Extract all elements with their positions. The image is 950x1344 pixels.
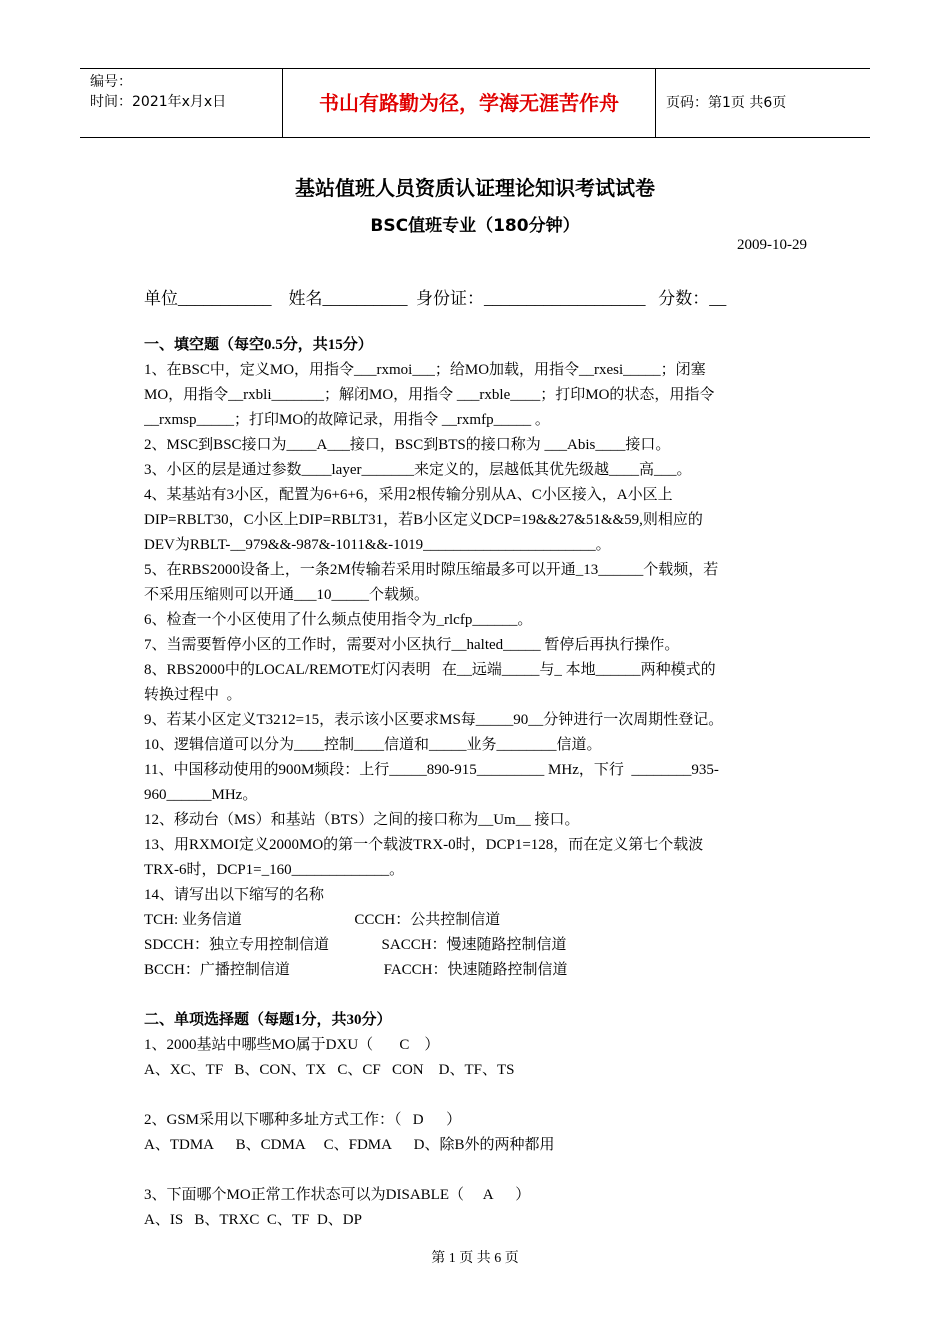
text-line: 不采用压缩则可以开通___10_____个载频。 <box>144 587 430 603</box>
text-line: __rxmsp_____；打印MO的故障记录，用指令 __rxmfp_____ 。 <box>144 412 550 428</box>
text-line: 2、MSC到BSC接口为____A___接口，BSC到BTS的接口称为 ___Abis____接口。 <box>144 437 671 453</box>
text-line: 5、在RBS2000设备上，一条2M传输若采用时隙压缩最多可以开通_13______个载频，若 <box>144 562 719 578</box>
page-footer: 第 1 页 共 6 页 <box>431 1251 519 1266</box>
document-time-label: 时间：2021年x月x日 <box>90 94 227 110</box>
text-line: 960______MHz。 <box>144 787 258 803</box>
page-header <box>80 68 870 138</box>
text-line: TRX-6时，DCP1=_160_____________。 <box>144 862 405 878</box>
text-line: 13、用RXMOI定义2000MO的第一个载波TRX-0时，DCP1=128，而在定义第七个载波 <box>144 837 704 853</box>
blank-line <box>144 983 806 1008</box>
header-motto: 书山有路勤为径，学海无涯苦作舟 <box>319 91 619 115</box>
exam-title: 基站值班人员资质认证理论知识考试试卷 <box>295 176 655 200</box>
exam-body <box>144 333 806 1233</box>
text-line: 转换过程中 。 <box>144 687 242 703</box>
document-number-label: 编号： <box>90 74 132 90</box>
text-line: DIP=RBLT30，C小区上DIP=RBLT31，若B小区定义DCP=19&&27&51&&59,则相应的 <box>144 512 703 528</box>
text-line: BCCH：广播控制信道 FACCH：快速随路控制信道 <box>144 962 568 978</box>
exam-date: 2009-10-29 <box>737 237 807 253</box>
text-line: 1、2000基站中哪些MO属于DXU（ C ） <box>144 1037 440 1053</box>
text-line: MO，用指令__rxbli_______；解闭MO，用指令 ___rxble____；打印MO的状态，用指令 <box>144 387 715 403</box>
text-line: DEV为RBLT-__979&&-987&-1011&&-1019_______________________。 <box>144 537 611 553</box>
text-line: 8、RBS2000中的LOCAL/REMOTE灯闪表明 在__远端_____与_ 本地______两种模式的 <box>144 662 716 678</box>
blank-line <box>144 1083 806 1108</box>
text-line: 9、若某小区定义T3212=15，表示该小区要求MS每_____90__分钟进行一次周期性登记。 <box>144 712 724 728</box>
section-heading: 二、单项选择题（每题1分，共30分） <box>144 1012 392 1028</box>
header-page-number: 页码：第1页 共6页 <box>666 95 787 111</box>
text-line: A、IS B、TRXC C、TF D、DP <box>144 1212 362 1228</box>
text-line: 6、检查一个小区使用了什么频点使用指令为_rlcfp______。 <box>144 612 533 628</box>
text-line: SDCCH：独立专用控制信道 SACCH：慢速随路控制信道 <box>144 937 567 953</box>
text-line: A、XC、TF B、CON、TX C、CF CON D、TF、TS <box>144 1062 515 1078</box>
blank-line <box>144 1158 806 1183</box>
header-meta-cell <box>80 69 280 137</box>
text-line: 3、小区的层是通过参数____layer_______来定义的，层越低其优先级越____高___。 <box>144 462 692 478</box>
candidate-info-line: 单位___________ 姓名__________ 身份证：___________________ 分数：__ <box>144 289 727 308</box>
section-heading: 一、填空题（每空0.5分，共15分） <box>144 337 373 353</box>
text-line: 1、在BSC中，定义MO，用指令___rxmoi___；给MO加载，用指令__rxesi_____；闭塞 <box>144 362 706 378</box>
text-line: 4、某基站有3小区，配置为6+6+6，采用2根传输分别从A、C小区接入，A小区上 <box>144 487 673 503</box>
text-line: 11、中国移动使用的900M频段：上行_____890-915_________ MHz，下行 ________935- <box>144 762 719 778</box>
text-line: 3、下面哪个MO正常工作状态可以为DISABLE（ A ） <box>144 1187 531 1203</box>
text-line: 14、请写出以下缩写的名称 <box>144 887 325 903</box>
header-motto-cell <box>282 69 656 137</box>
text-line: 7、当需要暂停小区的工作时，需要对小区执行__halted_____ 暂停后再执行操作。 <box>144 637 680 653</box>
text-line: A、TDMA B、CDMA C、FDMA D、除B外的两种都用 <box>144 1137 555 1153</box>
exam-subtitle: BSC值班专业（180分钟） <box>370 216 580 236</box>
text-line: TCH: 业务信道 CCCH：公共控制信道 <box>144 912 501 928</box>
text-line: 2、GSM采用以下哪种多址方式工作：（ D ） <box>144 1112 462 1128</box>
text-line: 12、移动台（MS）和基站（BTS）之间的接口称为__Um__ 接口。 <box>144 812 580 828</box>
header-page-cell <box>656 69 870 137</box>
text-line: 10、逻辑信道可以分为____控制____信道和_____业务________信道。 <box>144 737 602 753</box>
